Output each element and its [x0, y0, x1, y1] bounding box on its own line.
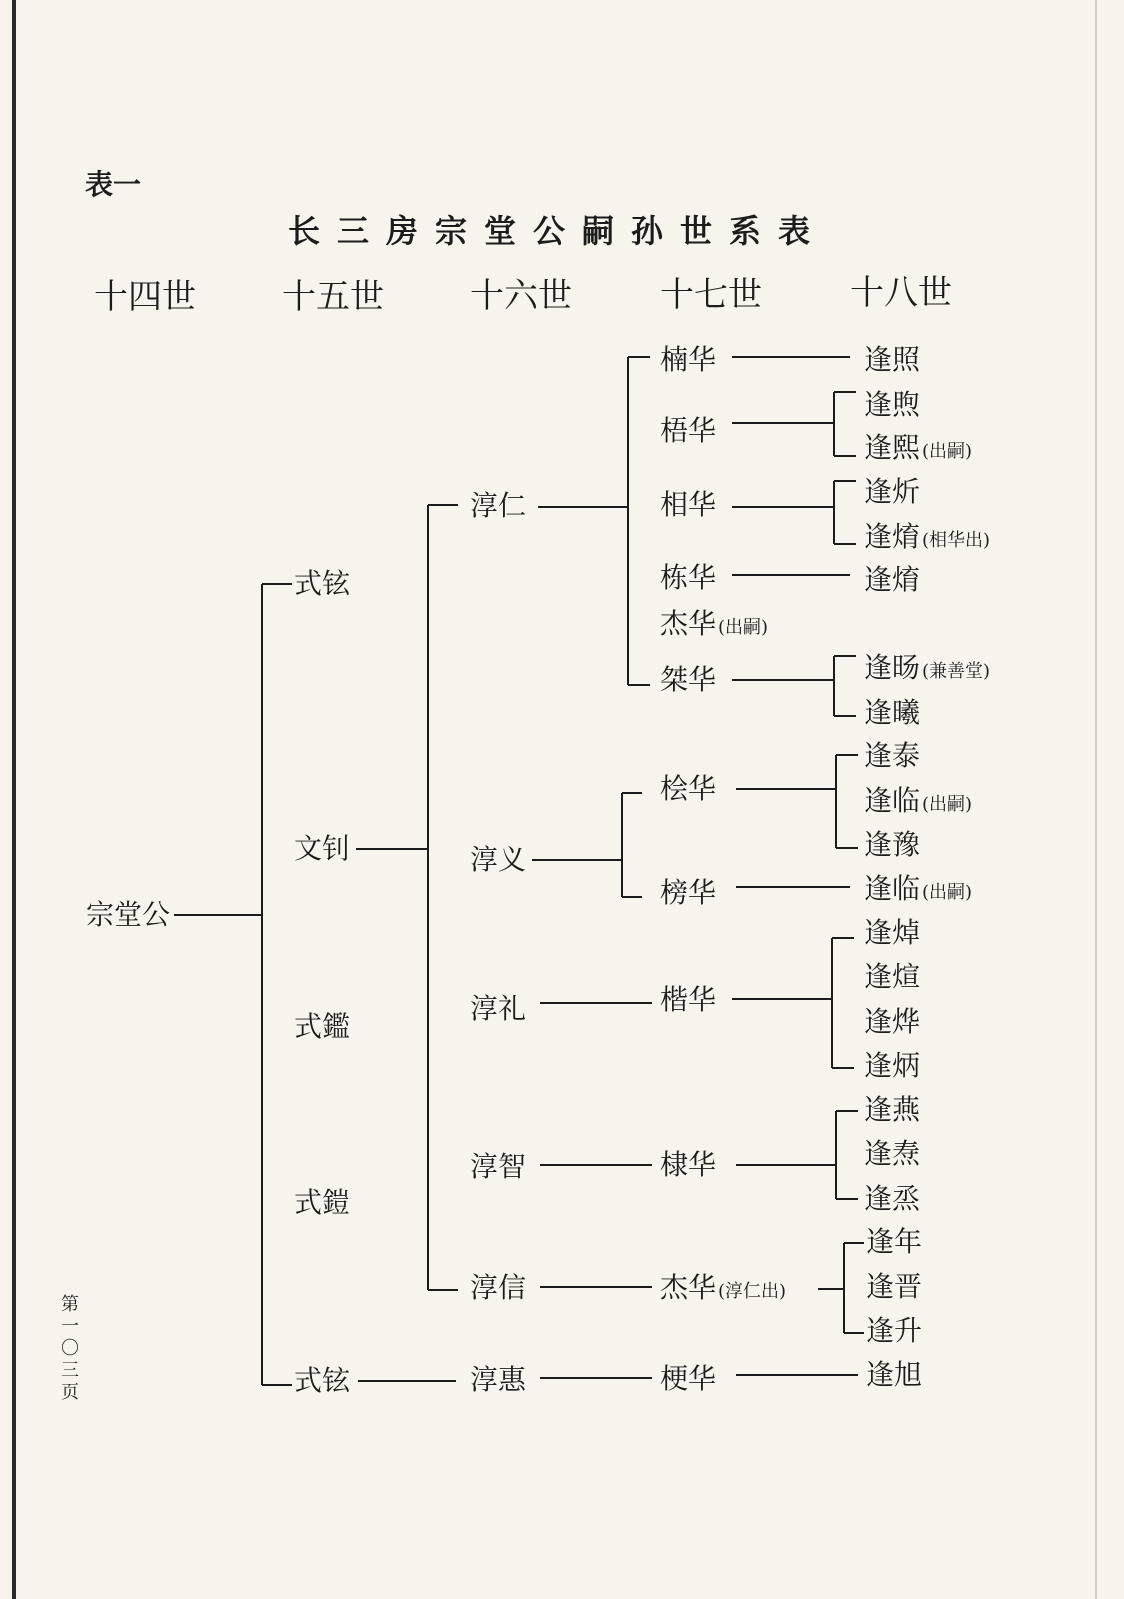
gen18-member-0: 逢照	[864, 343, 921, 376]
gen15-member-0: 式铉	[294, 567, 351, 600]
generation-header-15: 十五世	[282, 277, 384, 317]
gen17-member-5: 桀华	[660, 663, 717, 696]
gen16-member-4: 淳信	[470, 1271, 527, 1304]
gen15-member-1: 文钊	[294, 832, 351, 865]
gen18-member-2-name: 逢熙	[864, 431, 921, 464]
gen18-member-8: 逢泰	[864, 739, 921, 772]
gen16-member-0: 淳仁	[470, 489, 527, 522]
gen17-member-4	[660, 608, 768, 644]
gen16-member-2: 淳礼	[470, 992, 527, 1025]
gen18-member-3: 逢炘	[864, 475, 921, 508]
gen18-member-13: 逢煊	[864, 960, 921, 993]
gen14-member-0: 宗堂公	[86, 898, 171, 931]
gen17-member-9: 棣华	[660, 1148, 717, 1181]
generation-header-16: 十六世	[470, 276, 572, 316]
generation-header-17: 十七世	[660, 275, 762, 315]
table-label: 表一	[85, 168, 142, 201]
gen18-member-9-note: (出嗣)	[922, 794, 973, 815]
page-number-char: 第	[61, 1294, 79, 1315]
gen17-member-10-note: (淳仁出)	[718, 1281, 787, 1302]
gen18-member-4	[864, 521, 990, 557]
gen18-member-2	[864, 432, 972, 468]
gen18-member-12: 逢焯	[864, 916, 921, 949]
gen18-member-7: 逢曦	[864, 696, 921, 729]
gen18-member-5: 逢焴	[864, 563, 921, 596]
gen17-member-4-name: 杰华	[660, 607, 717, 640]
page-number-char: 页	[61, 1382, 79, 1403]
gen15-member-4: 式铉	[294, 1364, 351, 1397]
gen18-member-11	[864, 873, 972, 909]
gen18-member-4-name: 逢焴	[864, 520, 921, 553]
gen17-member-10-name: 杰华	[660, 1271, 717, 1304]
gen17-member-2: 相华	[660, 488, 717, 521]
gen18-member-6-name: 逢旸	[864, 651, 921, 684]
gen16-member-1: 淳义	[470, 843, 527, 876]
gen18-member-10: 逢豫	[864, 828, 921, 861]
gen18-member-16: 逢燕	[864, 1093, 921, 1126]
gen16-member-3: 淳智	[470, 1150, 527, 1183]
gen16-member-5: 淳惠	[470, 1363, 527, 1396]
gen18-member-17: 逢焘	[864, 1137, 921, 1170]
gen18-member-22: 逢旭	[866, 1358, 923, 1391]
gen18-member-1: 逢煦	[864, 388, 921, 421]
gen18-member-11-note: (出嗣)	[922, 882, 973, 903]
gen17-member-0: 楠华	[660, 343, 717, 376]
page-number	[58, 1294, 82, 1404]
gen18-member-6-note: (兼善堂)	[922, 661, 991, 682]
gen18-member-9	[864, 785, 972, 821]
gen15-member-3: 式鎧	[294, 1186, 351, 1219]
page-title: 长三房宗堂公嗣孙世系表	[288, 212, 828, 250]
generation-header-18: 十八世	[850, 273, 952, 313]
gen17-member-1: 梧华	[660, 414, 717, 447]
gen17-member-7: 榜华	[660, 876, 717, 909]
page-number-char: 〇	[61, 1338, 79, 1359]
gen18-member-19: 逢年	[866, 1225, 923, 1258]
gen18-member-15: 逢炳	[864, 1049, 921, 1082]
gen18-member-18: 逢烝	[864, 1182, 921, 1215]
page-number-char: 一	[61, 1316, 79, 1337]
gen18-member-11-name: 逢临	[864, 872, 921, 905]
generation-header-14: 十四世	[94, 277, 196, 317]
gen17-member-11: 梗华	[660, 1362, 717, 1395]
gen18-member-20: 逢晋	[866, 1270, 923, 1303]
gen17-member-10	[660, 1272, 786, 1308]
page-number-char: 三	[61, 1360, 79, 1381]
gen15-member-2: 式鑑	[294, 1010, 351, 1043]
gen18-member-2-note: (出嗣)	[922, 441, 973, 462]
gen18-member-21: 逢升	[866, 1314, 923, 1347]
gen17-member-4-note: (出嗣)	[718, 617, 769, 638]
gen17-member-8: 楷华	[660, 983, 717, 1016]
gen17-member-3: 栋华	[660, 561, 717, 594]
gen18-member-4-note: (相华出)	[922, 530, 991, 551]
gen17-member-6: 桧华	[660, 772, 717, 805]
gen18-member-9-name: 逢临	[864, 784, 921, 817]
gen18-member-6	[864, 652, 990, 688]
gen18-member-14: 逢烨	[864, 1005, 921, 1038]
